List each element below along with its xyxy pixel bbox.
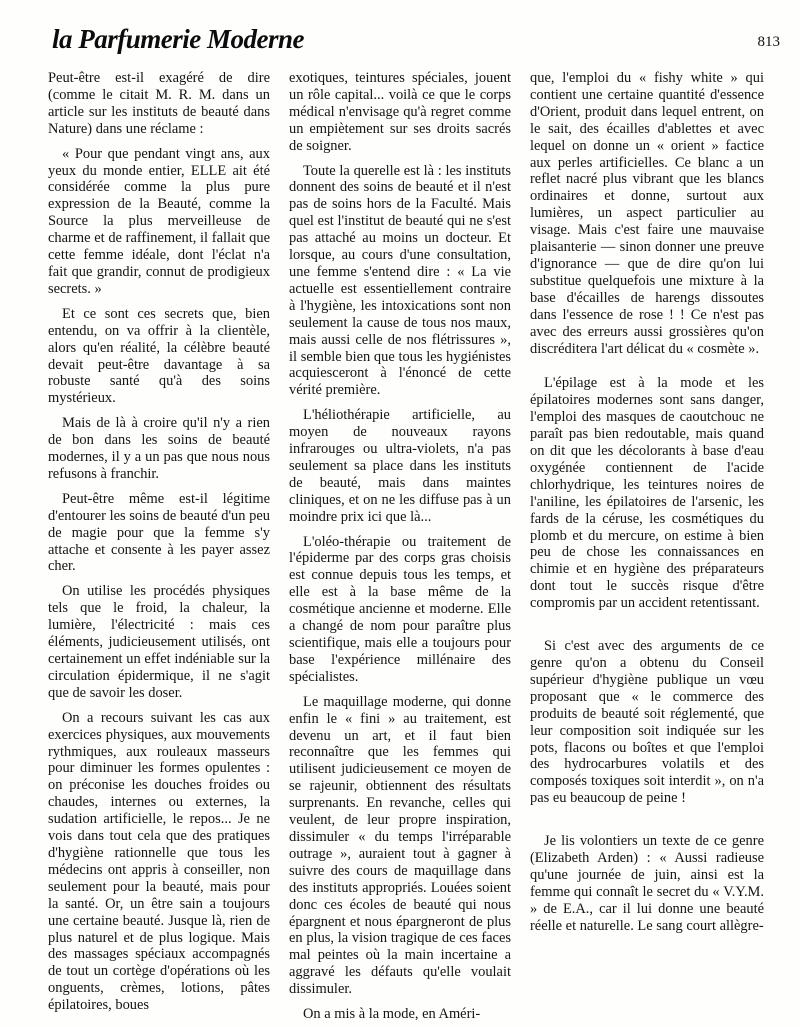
paragraph: Peut-être même est-il légitime d'entourer les soins de beauté d'un peu de magie pour que la femme s'y attache et consente à les payer assez cher. xyxy=(48,490,270,575)
paragraph: L'oléo-thérapie ou traitement de l'épiderme par des corps gras choisis est connue depuis tous les temps, et elle est à la base même de la cosmétique ancienne et moderne. Elle a changé de nom pour paraître plus scientifique, mais elle a toujours pour base l'expérience millénaire des spécialistes. xyxy=(289,533,511,685)
paragraph: On a recours suivant les cas aux exercices physiques, aux mouvements rythmiques, aux rouleaux masseurs pour diminuer les formes opulentes : on préconise les douches froides ou chaudes, internes ou externes, la sudation artificielle, le repos... Je ne vois dans tout cela que des pratiques d'hygiène rationnelle que tous les médecins ont appris à conseiller, non seulement pour la beauté, mais pour la santé. Or, un être sain a toujours une certaine beauté. Jusque là, rien de plus naturel et de plus logique. Mais des massages spéciaux accompagnés de tout un cortège d'opérations où les onguents, crèmes, lotions, pâtes épilatoires, boues xyxy=(48,709,270,1014)
column-1 xyxy=(48,70,270,1020)
paragraph: que, l'emploi du « fishy white » qui contient une certaine quantité d'essence d'Orient, produit dans lequel entrent, on le sait, des écailles d'ablettes et avec lequel on donne un « orient » factice aux perles artificielles. Ce blanc a un reflet nacré plus vibrant que les blancs ordinaires et donne, surtout aux lumières, un aspect particulier au visage. Mais c'est faire une mauvaise plaisanterie — sinon donner une preuve d'ignorance — que de dire qu'on lui substitue quelquefois une mixture à la base d'écailles de harengs dissoutes dans l'essence de rose ! ! Ce n'est pas avec des erreurs aussi grossières qu'on discréditera l'art délicat du « cosmète ». xyxy=(530,70,764,357)
paragraph: Toute la querelle est là : les instituts donnent des soins de beauté et il n'est pas de soins hors de la Faculté. Mais quel est l'institut de beauté qui ne s'est pas attaché au moins un docteur. Et lorsque, au cours d'une consultation, une femme s'entend dire : « La vie actuelle est essentiellement contraire à l'hygiène, les intoxications sont non seulement la cause de tous nos maux, mais aussi celle de nos flétrissures », il semble bien que tous les hygiénistes acquiesceront à l'énoncé de cette vérité première. xyxy=(289,162,511,399)
paragraph: Si c'est avec des arguments de ce genre qu'on a obtenu du Conseil supérieur d'hygiène publique un vœu proposant que « le commerce des produits de beauté soit réglementé, que leur composition soit indiquée sur les pots, flacons ou boîtes et que l'emploi des hydrocarbures volatils et des composés toxiques soit interdit », on n'a pas eu beaucoup de peine ! xyxy=(530,638,764,807)
page-number: 813 xyxy=(757,34,780,50)
paragraph: L'héliothérapie artificielle, au moyen de nouveaux rayons infrarouges ou ultra-violets, n'a pas seulement sa place dans les instituts de beauté, mais dans maintes cliniques, et on ne les diffuse pas à un moindre prix ici que là... xyxy=(289,407,511,525)
paragraph: Et ce sont ces secrets que, bien entendu, on va offrir à la clientèle, alors qu'en réalité, la célèbre beauté devait peut-être davantage à sa robuste santé qu'à des soins mystérieux. xyxy=(48,305,270,407)
paragraph: exotiques, teintures spéciales, jouent un rôle capital... voilà ce que le corps médical n'envisage qu'à regret comme un empiètement sur ses droits sacrés de soigner. xyxy=(289,70,511,154)
paragraph: On utilise les procédés physiques tels que le froid, la chaleur, la lumière, l'électricité : mais ces éléments, judicieusement utilisés, ont certainement un effet indéniable sur la circulation épidermique, il ne s'agit que de savoir les doser. xyxy=(48,583,270,701)
paragraph: Peut-être est-il exagéré de dire (comme le citait M. R. M. dans un article sur les instituts de beauté dans Nature) dans une réclame : xyxy=(48,70,270,137)
paragraph: On a mis à la mode, en Améri- xyxy=(303,1006,481,1020)
paragraph: Le maquillage moderne, qui donne enfin le « fini » au traitement, est devenu un art, et il faut bien reconnaître que les femmes qui utilisent judicieusement ce moyen de se rajeunir, obtiennent des résultats surprenants. En revanche, celles qui veulent, de leur propre inspiration, dissimuler « du temps l'irréparable outrage », auraient tout à gagner à suivre des cours de maquillage dans des instituts appropriés. Louées soient donc ces écoles de beauté qui nous épargnent et nous épargneront de plus en plus, la vision tragique de ces faces mal peintes où la main incertaine a aggravé les défauts qu'elle voulait dissimuler. xyxy=(289,693,511,998)
column-2 xyxy=(289,70,511,1020)
paragraph: Mais de là à croire qu'il n'y a rien de bon dans les soins de beauté modernes, il y a un pas que nous nous refusons à franchir. xyxy=(48,415,270,482)
column-3 xyxy=(530,70,764,1020)
paragraph: Je lis volontiers un texte de ce genre (Elizabeth Arden) : « Aussi radieuse qu'une journée de juin, ainsi est la femme qui connaît le secret du « V.Y.M. » de E.A., car il lui donne une beauté réelle et naturelle. Le sang court allègre- xyxy=(530,833,764,934)
paragraph: L'épilage est à la mode et les épilatoires modernes sont sans danger, l'emploi des masques de caoutchouc ne paraît pas bien redoutable, mais quand on dit que les décolorants à base d'eau oxygénée contiennent de l'acide chlorhydrique, les teintures noires de l'aniline, les épilatoires de l'arsenic, les fards de la céruse, les cosmétiques du plomb et du mercure, on estime à bien peu de chose les connaissances en chimie et en hygiène des préparateurs dont tout le succès risque d'être compromis par un accident retentissant. xyxy=(530,375,764,612)
paragraph: « Pour que pendant vingt ans, aux yeux du monde entier, ELLE ait été considérée comme la plus pure expression de la Beauté, comme la Source la plus merveilleuse de charme et de raffinement, il fallait que cette femme idéale, dont l'éclat n'a fait que grandir, connut de prodigieux secrets. » xyxy=(48,145,270,297)
masthead-logo: la Parfumerie Moderne xyxy=(52,24,304,54)
